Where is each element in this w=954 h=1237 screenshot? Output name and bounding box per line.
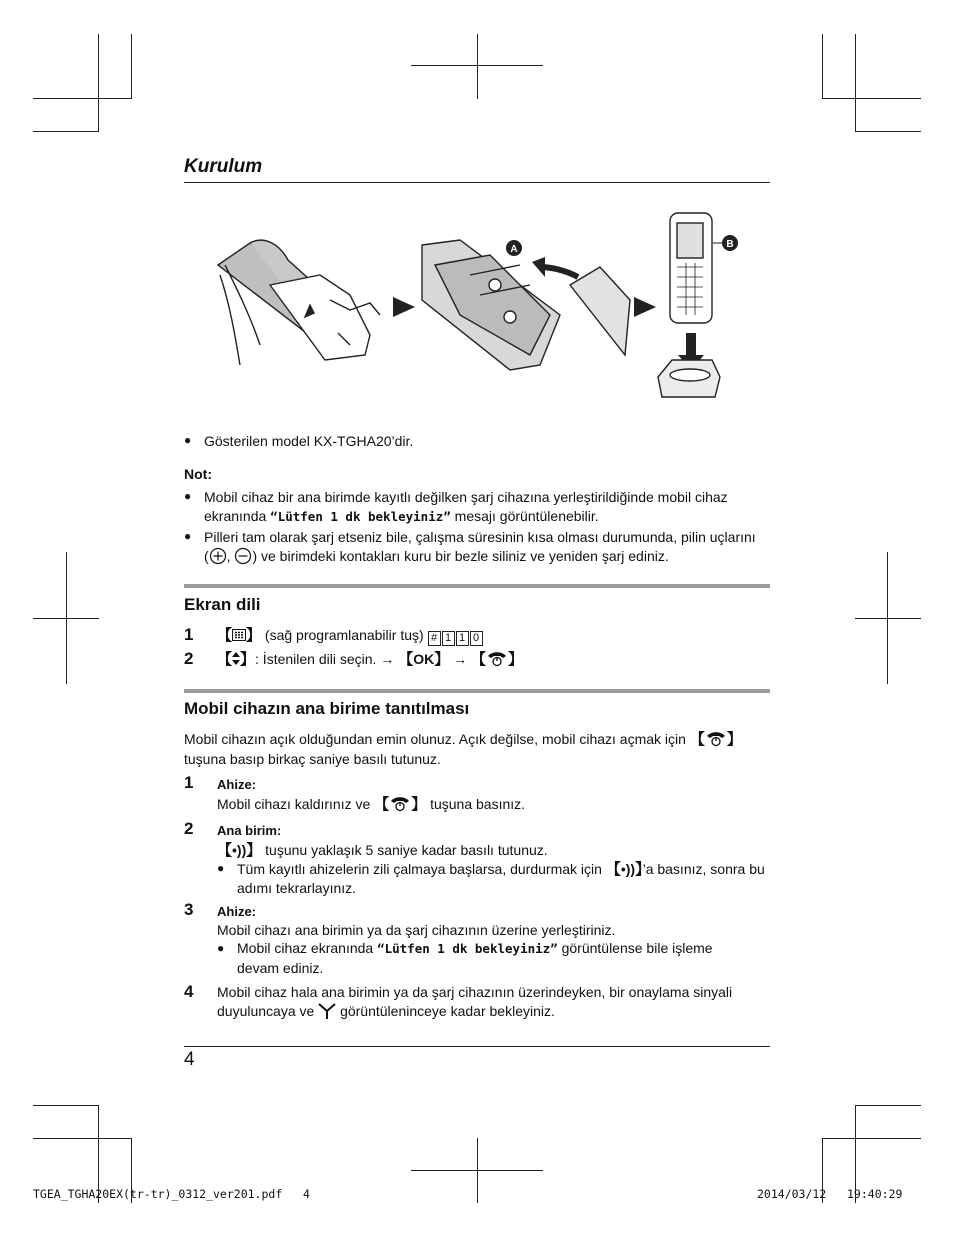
arrow-right-icon (393, 297, 415, 317)
locator-key-icon: •)) (232, 842, 247, 858)
power-off-key-icon (486, 651, 508, 667)
step-2-text: 【•))】 tuşunu yaklaşık 5 saniye kadar basılı tutunuz. (217, 842, 548, 859)
key-1: 1 (442, 631, 455, 646)
display-message: “Lütfen 1 dk bekleyiniz” (270, 509, 451, 524)
model-note: Gösterilen model KX-TGHA20’dir. (204, 433, 414, 449)
bullet-icon: ● (184, 529, 192, 543)
bullet-icon: ● (217, 941, 225, 955)
key-1: 1 (456, 631, 469, 646)
footer-rule (184, 1046, 770, 1047)
battery-cover-drawing (570, 267, 630, 355)
print-date-info: 2014/03/12 19:40:29 (757, 1187, 903, 1201)
step-1-text: Mobil cihazı kaldırınız ve 【 】 tuşuna basınız. (217, 796, 526, 813)
antenna-icon (318, 1003, 336, 1019)
step-3-bullet-line-b: devam ediniz. (237, 960, 324, 976)
section-divider (184, 584, 770, 588)
marker-a-label: A (510, 244, 518, 255)
note-heading: Not: (184, 466, 212, 482)
handset-upright-drawing (670, 213, 712, 323)
step-2-bullet-line-b: adımı tekrarlayınız. (237, 880, 357, 896)
section-title: Kurulum (184, 156, 263, 177)
charger-drawing (658, 360, 720, 397)
handset-battery-cover-drawing (218, 240, 380, 365)
step-1-heading: Ahize: (217, 777, 256, 792)
plus-terminal-icon (209, 547, 227, 565)
ekran-dili-step-2: 【 】: İstenilen dili seçin. → 【OK】 → 【 】 (217, 651, 524, 668)
arrow-right-icon (634, 297, 656, 317)
step-2-bullet-line-a: Tüm kayıtlı ahizelerin zili çalmaya başlarsa, durdurmak için 【•))】’a basınız, sonra bu (237, 861, 765, 878)
power-off-key-icon (705, 731, 727, 747)
step-number: 1 (184, 625, 194, 644)
minus-terminal-icon (234, 547, 252, 565)
ok-key: OK (413, 651, 435, 667)
mobil-intro-line-a: Mobil cihazın açık olduğundan emin olunuz. Açık değilse, mobil cihazı açmak için 【 】 (184, 731, 742, 748)
menu-key-icon (232, 629, 246, 641)
lift-arrow-icon (540, 267, 578, 277)
display-message: “Lütfen 1 dk bekleyiniz” (377, 941, 558, 956)
mobil-section-title: Mobil cihazın ana birime tanıtılması (184, 699, 470, 718)
up-down-arrow-icon (232, 652, 240, 665)
ekran-dili-title: Ekran dili (184, 595, 261, 614)
step-number: 2 (184, 819, 194, 838)
bullet-icon: ● (184, 489, 192, 503)
ekran-dili-step-1: 【 】 (sağ programlanabilir tuş) # 1 1 0 (217, 626, 484, 646)
key-hash: # (428, 631, 441, 646)
step-4-text-line-a: Mobil cihaz hala ana birimin ya da şarj cihazının üzerindeyken, bir onaylama sinyali (217, 984, 733, 1000)
marker-b-label: B (726, 239, 734, 250)
bullet-icon: ● (217, 861, 225, 875)
print-file-info: TGEA_TGHA20EX(tr-tr)_0312_ver201.pdf 4 (33, 1187, 310, 1201)
step-number: 1 (184, 773, 194, 792)
mobil-intro-line-b: tuşuna basıp birkaç saniye basılı tutunuz. (184, 751, 441, 767)
page-number: 4 (184, 1049, 195, 1070)
step-2-heading: Ana birim: (217, 823, 282, 838)
power-off-key-icon (389, 796, 411, 812)
note-item-2-line-b: ( , ) ve birimdeki kontakları kuru bir bezle siliniz ve yeniden şarj ediniz. (204, 548, 669, 564)
step-number: 4 (184, 982, 194, 1001)
note-item-1-line-b: ekranında “Lütfen 1 dk bekleyiniz” mesajı görüntülenebilir. (204, 508, 599, 524)
installation-illustration (210, 205, 734, 405)
step-number: 3 (184, 900, 194, 919)
step-3-text: Mobil cihazı ana birimin ya da şarj cihazının üzerine yerleştiriniz. (217, 922, 616, 938)
note-item-1-line-a: Mobil cihaz bir ana birimde kayıtlı değilken şarj cihazına yerleştirildiğinde mobil cihaz (204, 489, 728, 505)
header-rule (184, 182, 770, 183)
bullet-icon: ● (184, 433, 192, 447)
step-4-text-line-b: duyuluncaya ve görüntüleninceye kadar bekleyiniz. (217, 1003, 555, 1019)
step-3-bullet-line-a: Mobil cihaz ekranında “Lütfen 1 dk bekleyiniz” görüntülense bile işleme (237, 940, 713, 956)
step-number: 2 (184, 649, 194, 668)
key-0: 0 (470, 631, 483, 646)
step-3-heading: Ahize: (217, 904, 256, 919)
section-divider (184, 689, 770, 693)
note-item-2-line-a: Pilleri tam olarak şarj etseniz bile, çalışma süresinin kısa olması durumunda, pilin uçlarını (204, 529, 756, 545)
locator-key-icon: •)) (620, 861, 636, 877)
